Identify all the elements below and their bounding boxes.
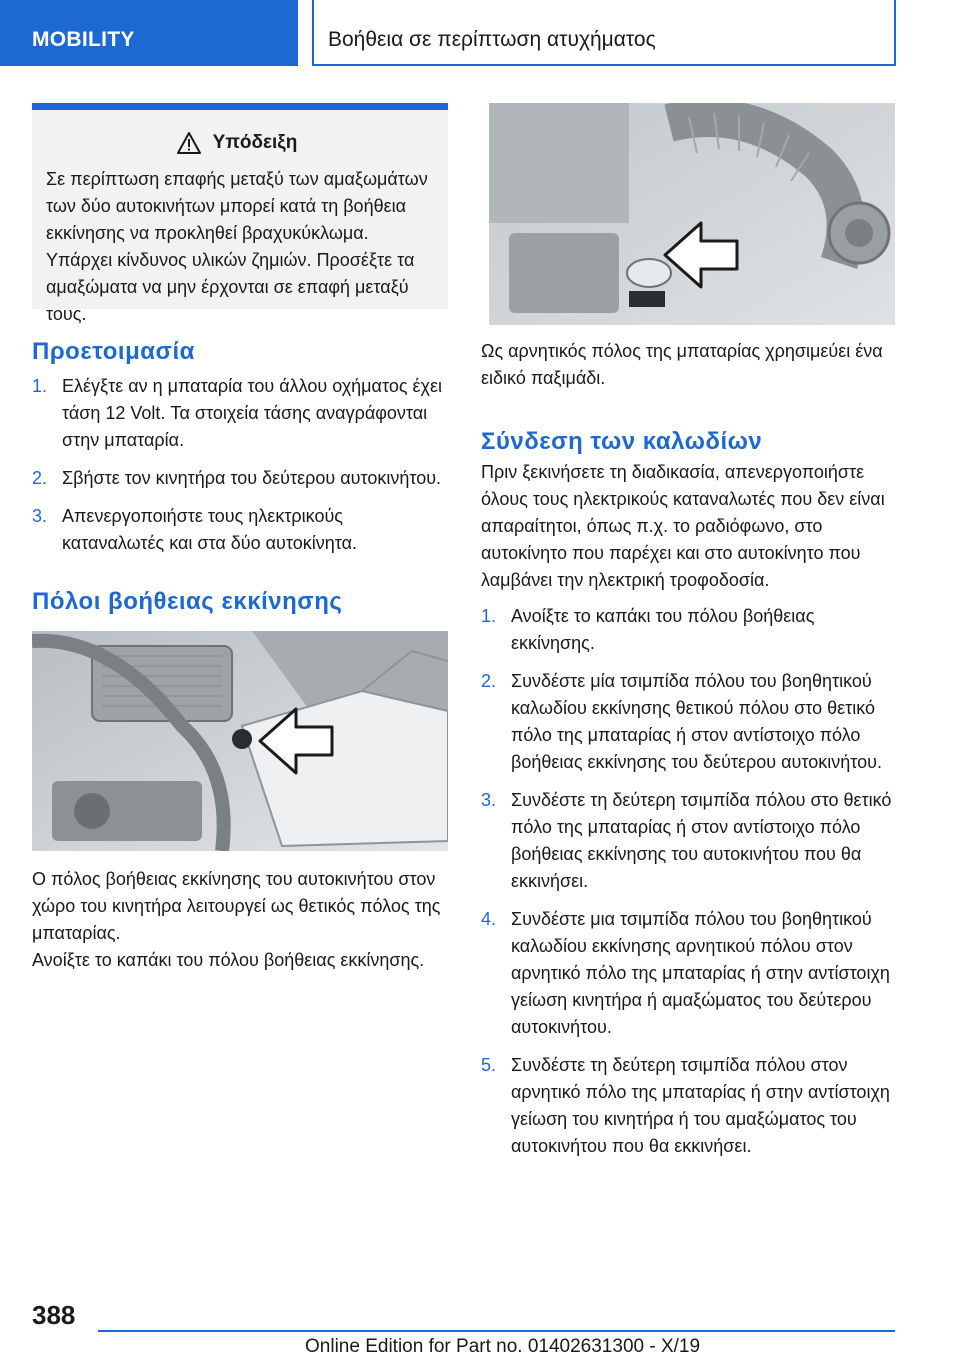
step-number: 2. [481, 671, 497, 691]
preparation-heading: Προετοιμασία [32, 338, 195, 365]
chapter-title: Βοήθεια σε περίπτωση ατυχήματος [312, 0, 896, 66]
section-tab: MOBILITY [0, 0, 298, 66]
list-item [481, 668, 895, 776]
step-text: Συνδέστε μια τσιμπίδα πόλου του βοηθητικού καλωδίου εκκίνησης αρνητικού πόλου στον αρνητικό πόλο της μπαταρίας ή στην αντίστοιχη γείωση κινητήρα ή αμαξώματος του δεύτερου αυτοκινήτου. [511, 909, 890, 1037]
connecting-intro: Πριν ξεκινήσετε τη διαδικασία, απενεργοποιήστε όλους τους ηλεκτρικούς καταναλωτές που δεν είναι απαραίτητοι, όπως π.χ. το ραδιόφωνο, στο αυτοκίνητο που παρέχει και στο αυτοκίνητο που λαμβάνει την ηλεκτρική τροφοδοσία. [481, 462, 885, 590]
open-cover-instruction: Ανοίξτε το καπάκι του πόλου βοήθειας εκκίνησης. [32, 950, 425, 970]
step-text: Ελέγξτε αν η μπαταρία του άλλου οχήματος έχει τάση 12 Volt. Τα στοιχεία τάσης αναγράφονται στην μπαταρία. [62, 376, 442, 450]
step-text: Συνδέστε τη δεύτερη τσιμπίδα πόλου στο θετικό πόλο της μπαταρίας ή στον αντίστοιχο πόλο βοήθειας εκκίνησης του αυτοκινήτου που θα εκκινήσει. [511, 790, 892, 891]
list-item [481, 603, 895, 657]
step-text: Απενεργοποιήστε τους ηλεκτρικούς καταναλωτές και στα δύο αυτοκίνητα. [62, 506, 358, 553]
engine-bay-photo-negative [489, 103, 895, 325]
step-number: 1. [32, 376, 48, 396]
warning-icon [177, 132, 201, 154]
step-number: 4. [481, 909, 497, 929]
engine-bay-photo-positive [32, 631, 448, 851]
footer-edition: Online Edition for Part no. 01402631300 - X/19 [305, 1336, 701, 1357]
list-item [481, 1052, 895, 1160]
list-item [32, 503, 448, 557]
step-text: Ανοίξτε το καπάκι του πόλου βοήθειας εκκίνησης. [511, 606, 815, 653]
engine-illustration [32, 631, 448, 851]
list-item [481, 787, 895, 895]
preparation-steps [32, 373, 448, 568]
connecting-steps [481, 603, 895, 1171]
step-text: Συνδέστε τη δεύτερη τσιμπίδα πόλου στον αρνητικό πόλο της μπαταρίας ή στην αντίστοιχη γείωση του κινητήρα ή του αμαξώματος του αυτοκινήτου που θα εκκινήσει. [511, 1055, 890, 1156]
jump-points-heading: Πόλοι βοήθειας εκκίνησης [32, 588, 343, 615]
step-number: 5. [481, 1055, 497, 1075]
negative-pole-description: Ως αρνητικός πόλος της μπαταρίας χρησιμεύει ένα ειδικό παξιμάδι. [481, 341, 883, 388]
step-number: 3. [481, 790, 497, 810]
step-number: 3. [32, 506, 48, 526]
notice-body: Σε περίπτωση επαφής μεταξύ των αμαξωμάτων των δύο αυτοκινήτων μπορεί κατά τη βοήθεια εκκίνησης να προκληθεί βραχυκύκλωμα. Υπάρχει κίνδυνος υλικών ζημιών. Προσέξτε τα αμαξώματα να μην έρχονται σε επαφή μεταξύ τους. [46, 169, 428, 324]
warning-notice [32, 103, 448, 324]
positive-pole-description: Ο πόλος βοήθειας εκκίνησης του αυτοκινήτου στον χώρο του κινητήρα λειτουργεί ως θετικός πόλος της μπαταρίας. [32, 869, 441, 943]
step-text: Συνδέστε μία τσιμπίδα πόλου του βοηθητικού καλωδίου εκκίνησης θετικού πόλου στο θετικό πόλο της μπαταρίας ή στον αντίστοιχο πόλο βοήθειας εκκίνησης του δεύτερου αυτοκινήτου. [511, 671, 882, 772]
list-item [32, 373, 448, 454]
page-header [0, 0, 960, 66]
connecting-heading: Σύνδεση των καλωδίων [481, 428, 763, 455]
footer-divider [98, 1330, 895, 1332]
list-item [32, 465, 448, 492]
ground-nut-illustration [489, 103, 895, 325]
notice-header [46, 132, 428, 154]
step-number: 2. [32, 468, 48, 488]
notice-title: Υπόδειξη [212, 132, 298, 153]
step-text: Σβήστε τον κινητήρα του δεύτερου αυτοκινήτου. [62, 468, 442, 488]
list-item [481, 906, 895, 1041]
page-number: 388 [32, 1300, 76, 1330]
step-number: 1. [481, 606, 497, 626]
